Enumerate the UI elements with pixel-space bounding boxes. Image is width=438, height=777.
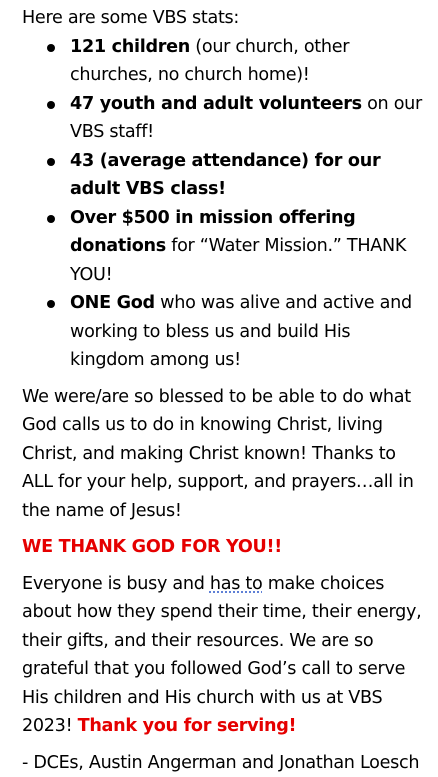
bullet-icon — [47, 101, 55, 109]
thank-you-heading: WE THANK GOD FOR YOU!! — [22, 533, 428, 562]
list-item — [22, 90, 428, 147]
gratitude-text-start: Everyone is busy and — [22, 574, 210, 594]
bullet-icon — [47, 215, 55, 223]
bullet-icon — [47, 44, 55, 52]
gratitude-text-middle: make choices about how they spend their time, their energy, their gifts, and their resources. We are so grateful that you followed God’s call to serve His children and His church with us at VBS 2023! — [22, 574, 421, 737]
stat-detail: who was alive and active and working to bless us and build His kingdom among us! — [70, 293, 412, 370]
stat-detail: for “Water Mission.” THANK YOU! — [70, 236, 406, 285]
stats-intro: Here are some VBS stats: — [22, 4, 428, 33]
spellcheck-flagged-phrase[interactable]: has to — [210, 574, 263, 594]
blessing-paragraph: We were/are so blessed to be able to do what God calls us to do in knowing Christ, living Christ, and making Christ known! Thanks to ALL for your help, support, and prayers…all in the name of Jesus! — [22, 383, 428, 526]
bullet-icon — [47, 158, 55, 166]
stat-highlight: 121 children — [70, 37, 190, 57]
list-item — [22, 289, 428, 375]
gratitude-paragraph — [22, 570, 428, 741]
list-item — [22, 33, 428, 90]
stat-highlight: 43 (average attendance) for our adult VBS class! — [70, 151, 380, 200]
bullet-icon — [47, 300, 55, 308]
stat-detail: on our VBS staff! — [70, 94, 422, 143]
stat-detail: (our church, other churches, no church home)! — [70, 37, 349, 86]
thank-you-for-serving: Thank you for serving! — [78, 716, 297, 736]
list-item — [22, 147, 428, 204]
signoff: - DCEs, Austin Angerman and Jonathan Loesch — [22, 749, 428, 777]
stats-list — [22, 33, 428, 375]
list-item — [22, 204, 428, 290]
stat-highlight: Over $500 in mission offering donations — [70, 208, 355, 257]
stat-highlight: 47 youth and adult volunteers — [70, 94, 362, 114]
stat-highlight: ONE God — [70, 293, 155, 313]
